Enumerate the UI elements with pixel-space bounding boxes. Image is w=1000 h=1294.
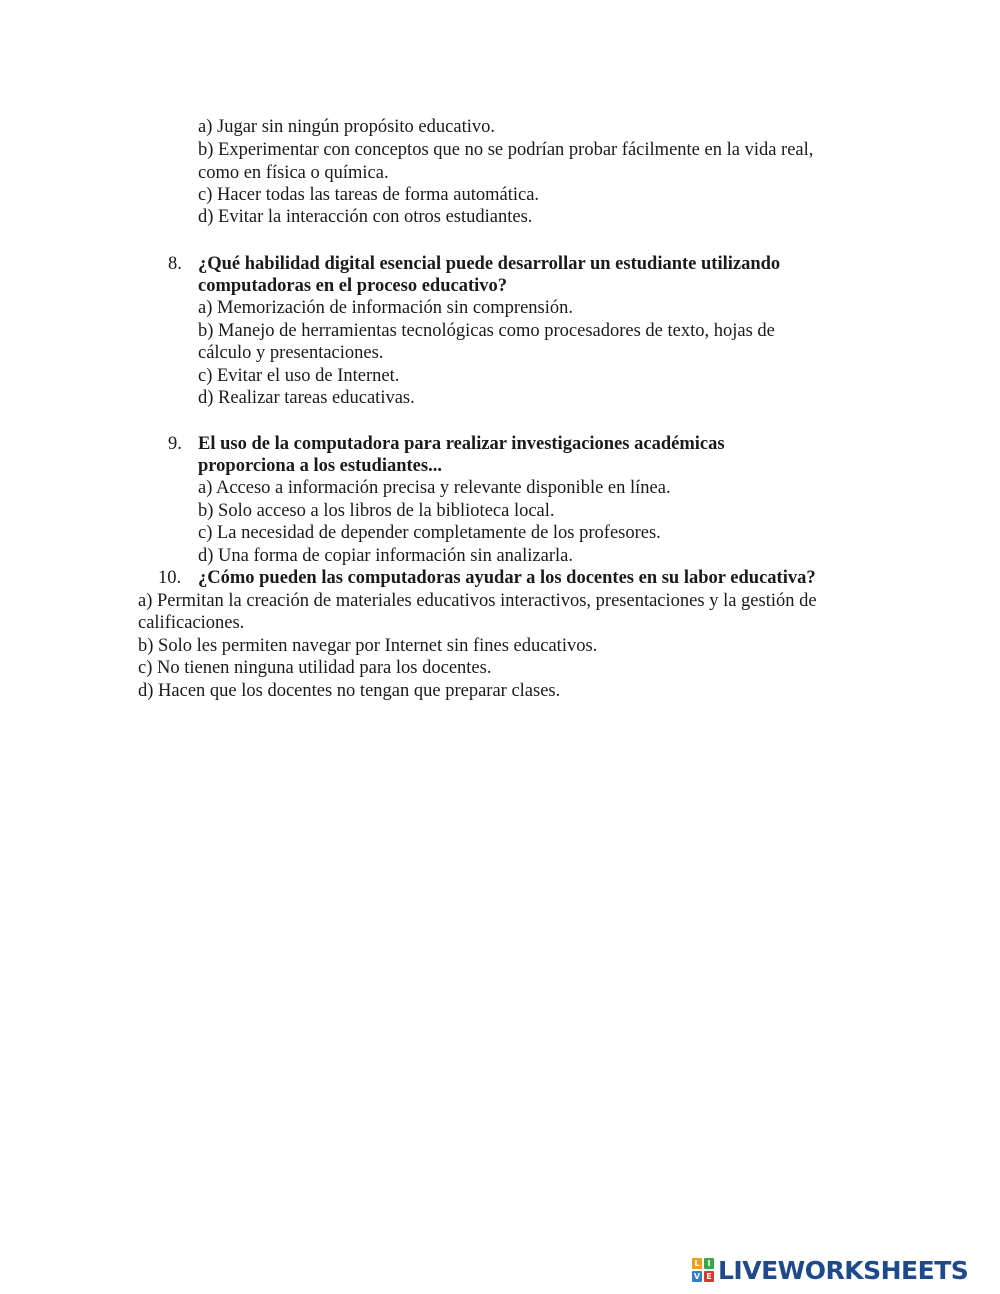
q9-question-line-1: El uso de la computadora para realizar investigaciones académicas — [198, 434, 725, 454]
q10-option-a-continued: calificaciones. — [138, 613, 245, 633]
q8-number: 8. — [168, 254, 182, 274]
q7-option-b-continued: como en física o química. — [198, 163, 389, 183]
q8-option-b-continued: cálculo y presentaciones. — [198, 343, 384, 363]
q9-option-d: d) Una forma de copiar información sin analizarla. — [198, 546, 573, 566]
q10-option-b: b) Solo les permiten navegar por Internet sin fines educativos. — [138, 636, 598, 656]
q8-question-line-2: computadoras en el proceso educativo? — [198, 276, 507, 296]
q10-number: 10. — [158, 568, 182, 588]
logo-icon-tile-l: L — [692, 1258, 702, 1269]
q9-option-a: a) Acceso a información precisa y relevante disponible en línea. — [198, 478, 671, 498]
q7-option-a: a) Jugar sin ningún propósito educativo. — [198, 117, 495, 137]
logo-icon-tile-e: E — [704, 1271, 714, 1282]
q10-option-c: c) No tienen ninguna utilidad para los docentes. — [138, 658, 492, 678]
q8-option-d: d) Realizar tareas educativas. — [198, 388, 415, 408]
q9-number: 9. — [168, 434, 182, 454]
liveworksheets-logo-text: LIVEWORKSHEETS — [718, 1255, 969, 1285]
q10-option-a: a) Permitan la creación de materiales educativos interactivos, presentaciones y la gestión de — [138, 591, 817, 611]
q9-option-c: c) La necesidad de depender completamente de los profesores. — [198, 523, 661, 543]
q8-option-c: c) Evitar el uso de Internet. — [198, 366, 400, 386]
q8-option-a: a) Memorización de información sin comprensión. — [198, 298, 574, 318]
q7-option-c: c) Hacer todas las tareas de forma automática. — [198, 185, 540, 205]
q8-question-line-1: ¿Qué habilidad digital esencial puede desarrollar un estudiante utilizando — [198, 254, 781, 274]
q10-option-d: d) Hacen que los docentes no tengan que preparar clases. — [138, 681, 561, 701]
logo-icon-tile-i: I — [704, 1258, 714, 1269]
q8-option-b: b) Manejo de herramientas tecnológicas como procesadores de texto, hojas de — [198, 321, 775, 341]
liveworksheets-logo-icon — [692, 1258, 714, 1282]
logo-icon-tile-v: V — [693, 1272, 701, 1281]
liveworksheets-logo — [692, 1255, 968, 1285]
q7-option-b: b) Experimentar con conceptos que no se podrían probar fácilmente en la vida real, — [198, 140, 814, 160]
q7-option-d: d) Evitar la interacción con otros estudiantes. — [198, 207, 533, 227]
q9-question-line-2: proporciona a los estudiantes... — [198, 456, 442, 476]
q9-option-b: b) Solo acceso a los libros de la biblioteca local. — [198, 501, 555, 521]
q10-question: ¿Cómo pueden las computadoras ayudar a los docentes en su labor educativa? — [198, 568, 816, 588]
